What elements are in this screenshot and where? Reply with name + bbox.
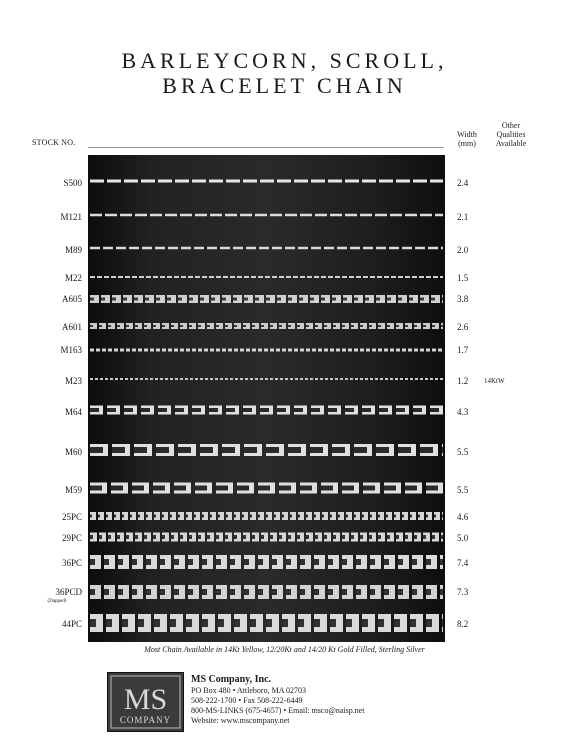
stock-number: 44PC <box>61 619 82 629</box>
company-contact: 800-MS-LINKS (675-4657) • Email: msco@naisp.net <box>191 706 365 715</box>
chain-sample-m22 <box>88 273 445 281</box>
width-value: 4.3 <box>457 407 469 417</box>
header-rule <box>88 147 444 148</box>
page-title <box>0 48 569 98</box>
stock-number: 36PCD <box>55 587 82 597</box>
stock-number: A605 <box>62 294 82 304</box>
company-address: PO Box 480 • Attleboro, MA 02703 <box>191 686 307 695</box>
width-header-line-2: (mm) <box>458 139 476 148</box>
chain-sample-36pcd <box>88 581 445 603</box>
chain-sample-m163 <box>88 346 445 354</box>
other-header-line-3: Available <box>495 139 527 148</box>
chain-sample-s500 <box>88 175 445 187</box>
width-value: 1.7 <box>457 345 469 355</box>
company-name: MS Company, Inc. <box>191 674 272 685</box>
chain-sample-m59 <box>88 479 445 497</box>
width-value: 5.5 <box>457 485 469 495</box>
width-header <box>452 130 482 148</box>
width-value: 8.2 <box>457 619 469 629</box>
width-value: 2.1 <box>457 212 469 222</box>
width-value: 1.5 <box>457 273 469 283</box>
logo-monogram: MS <box>123 683 168 716</box>
chain-sample-m121 <box>88 210 445 220</box>
chain-sample-36pc <box>88 551 445 573</box>
company-contact-block <box>191 674 364 726</box>
width-value: 2.4 <box>457 178 469 188</box>
width-value: 3.8 <box>457 294 469 304</box>
ms-logo-icon <box>108 673 183 731</box>
width-value: 2.6 <box>457 322 469 332</box>
stock-number: M59 <box>64 485 82 495</box>
stock-number-header: STOCK NO. <box>32 138 76 147</box>
stock-number-note: (Dapped) <box>47 599 67 604</box>
stock-number: 36PC <box>61 558 82 568</box>
other-qualities-header <box>486 121 536 148</box>
width-value: 1.2 <box>457 376 469 386</box>
title-line-1: BARLEYCORN, SCROLL, <box>121 48 448 73</box>
chain-sample-a601 <box>88 321 445 331</box>
logo-wordmark: COMPANY <box>119 715 172 725</box>
chain-sample-44pc <box>88 609 445 637</box>
stock-number: S500 <box>63 178 82 188</box>
chain-sample-a605 <box>88 292 445 306</box>
stock-number: M60 <box>64 447 82 457</box>
stock-number: A601 <box>62 322 82 332</box>
chain-sample-m23 <box>88 376 445 382</box>
chain-sample-25pc <box>88 510 445 522</box>
chain-sample-m89 <box>88 243 445 253</box>
width-value: 4.6 <box>457 512 469 522</box>
stock-number: M22 <box>64 273 82 283</box>
width-header-line-1: Width <box>457 130 477 139</box>
stock-number: M163 <box>60 345 82 355</box>
stock-number: M23 <box>64 376 82 386</box>
chain-sample-m64 <box>88 402 445 418</box>
width-value: 5.0 <box>457 533 469 543</box>
title-line-2: BRACELET CHAIN <box>162 73 407 98</box>
company-phone: 508-222-1700 • Fax 508-222-6449 <box>191 696 303 705</box>
width-value: 7.4 <box>457 558 469 568</box>
availability-caption: Most Chain Available in 14Kt Yellow, 12/20Kt and 14/20 Kt Gold Filled, Sterling Silver <box>144 645 425 654</box>
stock-number: 25PC <box>61 512 82 522</box>
stock-number: M64 <box>64 407 82 417</box>
width-value: 2.0 <box>457 245 469 255</box>
company-website: Website: www.mscompany.net <box>191 716 290 725</box>
chain-sample-29pc <box>88 530 445 544</box>
other-quality-value: 14KtW <box>484 377 505 385</box>
company-logo <box>107 672 184 732</box>
other-header-line-2: Qualities <box>496 130 526 139</box>
other-header-line-1: Other <box>501 121 521 130</box>
stock-number: 29PC <box>61 533 82 543</box>
chain-sample-m60 <box>88 440 445 460</box>
stock-number: M121 <box>60 212 82 222</box>
stock-number: M89 <box>64 245 82 255</box>
width-value: 5.5 <box>457 447 469 457</box>
width-value: 7.3 <box>457 587 469 597</box>
chain-photo <box>88 155 445 642</box>
